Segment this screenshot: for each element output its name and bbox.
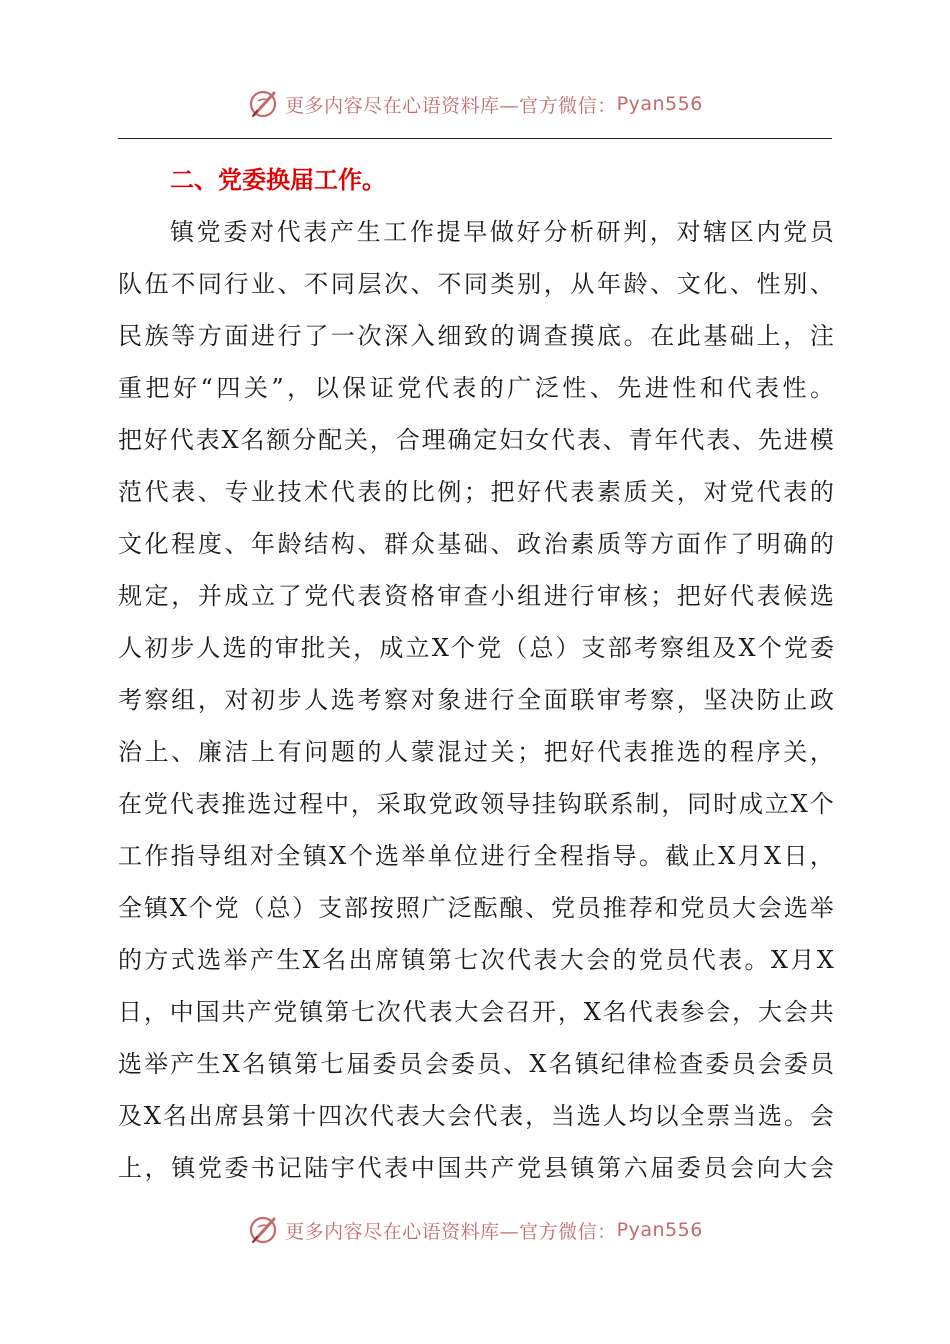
paragraph-line: 上 ， 镇 党 委 书 记 陆 宇 代 表 中 国 共 产 党 县 镇 第 六 届 委 员 会 向 大 会 (118, 1154, 834, 1182)
paragraph-line: 规 定 ， 并 成 立 了 党 代 表 资 格 审 查 小 组 进 行 审 核 ； 把 好 代 表 候 选 (118, 582, 834, 610)
paragraph-line: 的 方 式 选 举 产 生 X 名 出 席 镇 第 七 次 代 表 大 会 的 党 员 代 表 。 X 月 X (118, 946, 834, 974)
section-heading: 二、党委换届工作。 (170, 166, 386, 194)
paragraph-line: 队 伍 不 同 行 业 、 不 同 层 次 、 不 同 类 别 ， 从 年 龄 、 文 化 、 性 别 、 (118, 270, 834, 298)
paragraph-line: 在 党 代 表 推 选 过 程 中 ， 采 取 党 政 领 导 挂 钩 联 系 制 ， 同 时 成 立 X 个 (118, 790, 834, 818)
watermark-wechat-id: Pyan556 (616, 93, 703, 115)
watermark-text: 更多内容尽在心语资料库—官方微信： (285, 1220, 617, 1243)
paragraph-line: 及 X 名 出 席 县 第 十 四 次 代 表 大 会 代 表 ， 当 选 人 均 以 全 票 当 选 。 会 (118, 1102, 834, 1130)
pen-circle-logo-icon (247, 1213, 281, 1247)
paragraph-body (118, 206, 834, 1194)
pen-circle-logo-icon (247, 87, 281, 121)
paragraph-line: 选 举 产 生 X 名 镇 第 七 届 委 员 会 委 员 、 X 名 镇 纪 律 检 查 委 员 会 委 员 (118, 1050, 834, 1078)
paragraph-line: 人 初 步 人 选 的 审 批 关 ， 成 立 X 个 党 （ 总 ） 支 部 考 察 组 及 X 个 党 委 (118, 634, 834, 662)
paragraph-line: 民 族 等 方 面 进 行 了 一 次 深 入 细 致 的 调 查 摸 底 。 在 此 基 础 上 ， 注 (118, 322, 834, 350)
paragraph-line: 治 上 、 廉 洁 上 有 问 题 的 人 蒙 混 过 关 ； 把 好 代 表 推 选 的 程 序 关 ， (118, 738, 834, 766)
header-divider (118, 138, 832, 139)
watermark-header (0, 84, 950, 124)
paragraph-line: 全 镇 X 个 党 （ 总 ） 支 部 按 照 广 泛 酝 酿 、 党 员 推 荐 和 党 员 大 会 选 举 (118, 894, 834, 922)
watermark-text: 更多内容尽在心语资料库—官方微信： (285, 94, 617, 117)
paragraph-line: 范 代 表 、 专 业 技 术 代 表 的 比 例 ； 把 好 代 表 素 质 关 ， 对 党 代 表 的 (118, 478, 834, 506)
paragraph-line: 文 化 程 度 、 年 龄 结 构 、 群 众 基 础 、 政 治 素 质 等 方 面 作 了 明 确 的 (118, 530, 834, 558)
paragraph-line: 日 ， 中 国 共 产 党 镇 第 七 次 代 表 大 会 召 开 ， X 名 代 表 参 会 ， 大 会 共 (118, 998, 834, 1026)
watermark-footer (0, 1210, 950, 1250)
paragraph-line: 考 察 组 ， 对 初 步 人 选 考 察 对 象 进 行 全 面 联 审 考 察 ， 坚 决 防 止 政 (118, 686, 834, 714)
paragraph-line: 镇 党 委 对 代 表 产 生 工 作 提 早 做 好 分 析 研 判 ， 对 辖 区 内 党 员 (170, 218, 834, 246)
paragraph-line: 把 好 代 表 X 名 额 分 配 关 ， 合 理 确 定 妇 女 代 表 、 青 年 代 表 、 先 进 模 (118, 426, 834, 454)
paragraph-line: 工 作 指 导 组 对 全 镇 X 个 选 举 单 位 进 行 全 程 指 导 。 截 止 X 月 X 日 ， (118, 842, 834, 870)
watermark-wechat-id: Pyan556 (616, 1219, 703, 1241)
paragraph-line: 重 把 好 “ 四 关 ” ， 以 保 证 党 代 表 的 广 泛 性 、 先 进 性 和 代 表 性 。 (118, 374, 834, 402)
